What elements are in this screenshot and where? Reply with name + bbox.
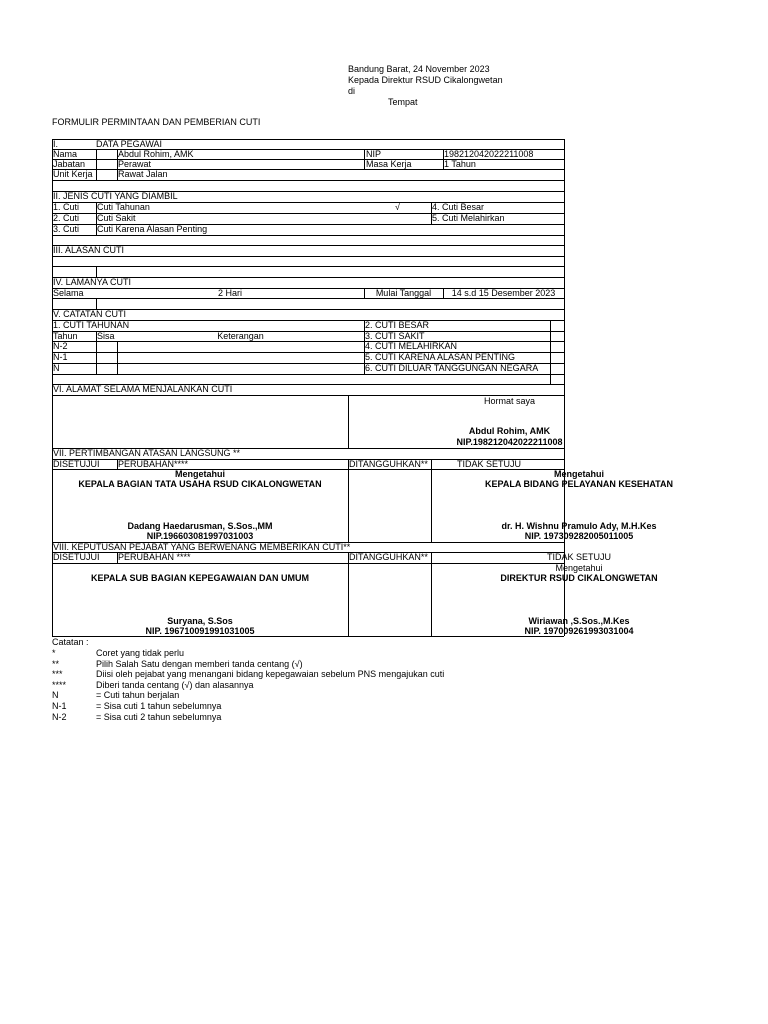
jenis-4-name: 4. Cuti Besar: [432, 202, 485, 212]
s8-disetujui: DISETUJUI: [53, 552, 100, 562]
note-symbol: *: [52, 648, 56, 658]
s7-left-mengetahui: Mengetahui: [174, 469, 225, 479]
note-text: Diberi tanda centang (√) dan alasannya: [96, 680, 254, 690]
s7-left-role: KEPALA BAGIAN TATA USAHA RSUD CIKALONGWETAN: [78, 479, 322, 489]
applicant-nip: NIP.198212042022211008: [456, 437, 563, 447]
s8-left-name: Suryana, S.Sos: [167, 616, 233, 626]
note-text: Pilih Salah Satu dengan memberi tanda centang (√): [96, 659, 303, 669]
letter-di: di: [348, 86, 356, 96]
s7-right-role: KEPALA BIDANG PELAYANAN KESEHATAN: [484, 479, 674, 489]
nama-value: Abdul Rohim, AMK: [118, 149, 194, 159]
section-5-title: V. CATATAN CUTI: [53, 309, 127, 319]
letter-place-date: Bandung Barat, 24 November 2023: [348, 64, 490, 74]
row-n-2: N-2: [53, 341, 68, 351]
s7-tidak-setuju: TIDAK SETUJU: [457, 459, 522, 469]
note-text: = Cuti tahun berjalan: [96, 690, 180, 700]
applicant-name: Abdul Rohim, AMK: [468, 426, 551, 436]
note-text: Diisi oleh pejabat yang menangani bidang kepegawaian sebelum PNS mengajukan cuti: [96, 669, 445, 679]
col-tahun: Tahun: [53, 331, 78, 341]
jenis-5-name: 5. Cuti Melahirkan: [432, 213, 505, 223]
s7-ditangguhkan: DITANGGUHKAN**: [349, 459, 428, 469]
jenis-1-check: √: [395, 202, 400, 212]
s7-right-mengetahui: Mengetahui: [553, 469, 604, 479]
nip-value: 198212042022211008: [444, 149, 534, 159]
note-text: Coret yang tidak perlu: [96, 648, 185, 658]
nama-label: Nama: [53, 149, 78, 159]
s7-right-nip: NIP. 197309282005011005: [524, 531, 634, 541]
jenis-1-name: Cuti Tahunan: [97, 202, 150, 212]
s8-right-mengetahui: Mengetahui: [555, 563, 603, 573]
masa-kerja-label: Masa Kerja: [366, 159, 412, 169]
note-symbol: ****: [52, 680, 67, 690]
col-sisa: Sisa: [97, 331, 115, 341]
note-symbol: N-2: [52, 712, 67, 722]
s7-left-nip: NIP.196603081997031003: [146, 531, 254, 541]
note-symbol: N: [52, 690, 59, 700]
jenis-2-number: 2. Cuti: [53, 213, 80, 223]
section-3-title: III. ALASAN CUTI: [53, 245, 125, 255]
jenis-3-name: Cuti Karena Alasan Penting: [97, 224, 208, 234]
col-keterangan: Keterangan: [217, 331, 264, 341]
s7-right-name: dr. H. Wishnu Pramulo Ady, M.H.Kes: [501, 521, 657, 531]
form-title: FORMULIR PERMINTAAN DAN PEMBERIAN CUTI: [52, 117, 261, 127]
mulai-tanggal-value: 14 s.d 15 Desember 2023: [451, 288, 556, 298]
selama-label: Selama: [53, 288, 84, 298]
cuti-melahirkan-label: 4. CUTI MELAHIRKAN: [365, 341, 458, 351]
s8-left-role: KEPALA SUB BAGIAN KEPEGAWAIAN DAN UMUM: [90, 573, 309, 583]
s8-left-nip: NIP. 196710091991031005: [145, 626, 255, 636]
notes-title: Catatan :: [52, 637, 89, 647]
row-n: N: [53, 363, 60, 373]
letter-recipient: Kepada Direktur RSUD Cikalongwetan: [348, 75, 503, 85]
hormat-saya: Hormat saya: [483, 396, 536, 406]
note-text: = Sisa cuti 2 tahun sebelumnya: [96, 712, 222, 722]
jabatan-label: Jabatan: [53, 159, 86, 169]
s8-ditangguhkan: DITANGGUHKAN**: [349, 552, 428, 562]
s7-perubahan: PERUBAHAN****: [118, 459, 189, 469]
s8-tidak-setuju: TIDAK SETUJU: [546, 552, 611, 562]
note-symbol: **: [52, 659, 60, 669]
note-symbol: N-1: [52, 701, 67, 711]
section-2-title: II. JENIS CUTI YANG DIAMBIL: [53, 191, 178, 201]
s8-right-name: Wiriawan ,S.Sos.,M.Kes: [528, 616, 630, 626]
jenis-1-number: 1. Cuti: [53, 202, 80, 212]
note-text: = Sisa cuti 1 tahun sebelumnya: [96, 701, 222, 711]
unit-kerja-value: Rawat Jalan: [118, 169, 168, 179]
masa-kerja-value: 1 Tahun: [444, 159, 476, 169]
section-8-title: VIII. KEPUTUSAN PEJABAT YANG BERWENANG MEMBERIKAN CUTI**: [53, 542, 351, 552]
section-1-title: DATA PEGAWAI: [96, 139, 163, 149]
row-n-1: N-1: [53, 352, 68, 362]
s8-right-role: DIREKTUR RSUD CIKALONGWETAN: [500, 573, 658, 583]
cuti-alasan-penting-label: 5. CUTI KARENA ALASAN PENTING: [365, 352, 516, 362]
section-4-title: IV. LAMANYA CUTI: [53, 277, 132, 287]
jabatan-value: Perawat: [118, 159, 152, 169]
jenis-2-name: Cuti Sakit: [97, 213, 136, 223]
s7-left-name: Dadang Haedarusman, S.Sos.,MM: [127, 521, 273, 531]
note-symbol: ***: [52, 669, 63, 679]
cuti-diluar-tanggungan-label: 6. CUTI DILUAR TANGGUNGAN NEGARA: [365, 363, 539, 373]
jenis-3-number: 3. Cuti: [53, 224, 80, 234]
cuti-sakit-label: 3. CUTI SAKIT: [365, 331, 425, 341]
cuti-besar-label: 2. CUTI BESAR: [365, 320, 430, 330]
section-7-title: VII. PERTIMBANGAN ATASAN LANGSUNG **: [53, 448, 241, 458]
nip-label: NIP: [366, 149, 382, 159]
section-6-title: VI. ALAMAT SELAMA MENJALANKAN CUTI: [53, 384, 233, 394]
s8-perubahan: PERUBAHAN ****: [118, 552, 191, 562]
section-1-number: I.: [53, 139, 59, 149]
s7-disetujui: DISETUJUI: [53, 459, 100, 469]
s8-right-nip: NIP. 197009261993031004: [524, 626, 634, 636]
selama-value: 2 Hari: [217, 288, 242, 298]
unit-kerja-label: Unit Kerja: [53, 169, 93, 179]
letter-place: Tempat: [388, 97, 418, 107]
cuti-tahunan-label: 1. CUTI TAHUNAN: [53, 320, 130, 330]
mulai-tanggal-label: Mulai Tanggal: [375, 288, 432, 298]
